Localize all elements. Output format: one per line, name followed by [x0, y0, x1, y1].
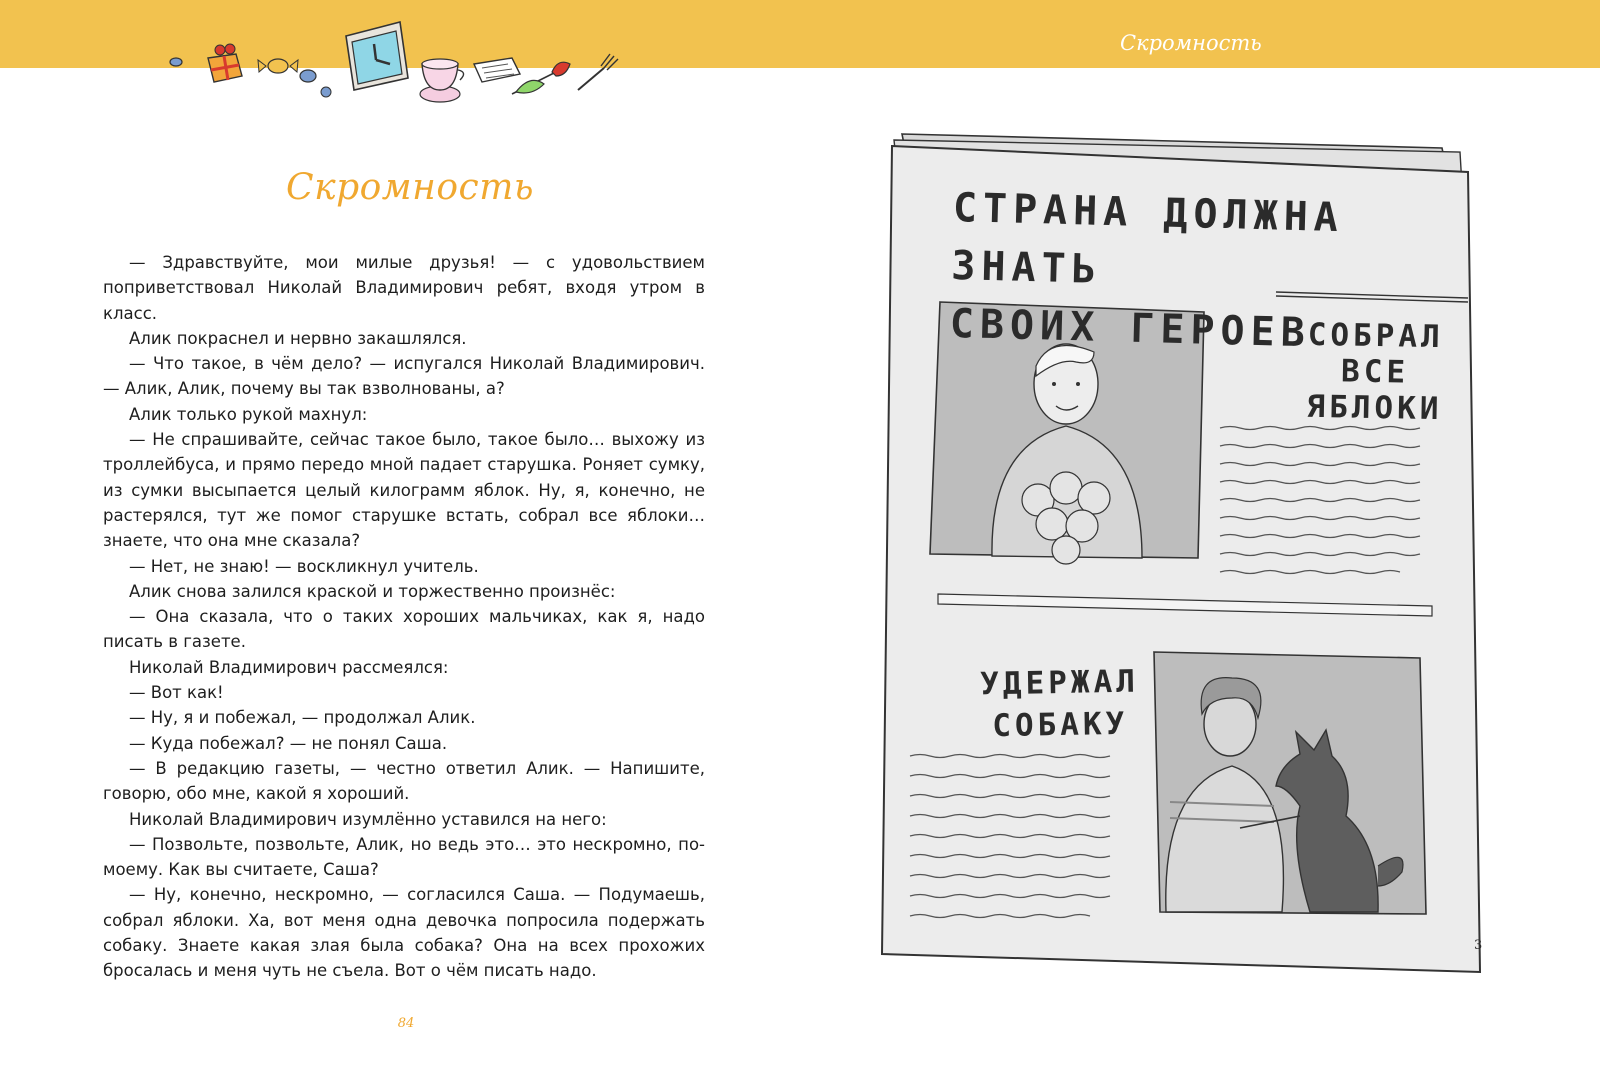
- newspaper-page-number: 3: [1474, 938, 1483, 953]
- paragraph: Николай Владимирович рассмеялся:: [129, 657, 449, 677]
- header-doodles: [160, 14, 640, 110]
- paragraph: — Вот как!: [129, 683, 224, 703]
- running-head: Скромность: [1120, 31, 1262, 55]
- paragraph: Николай Владимирович изумлённо уставился на него:: [129, 809, 607, 829]
- paragraph: — Ну, я и побежал, — продолжал Алик.: [129, 708, 476, 728]
- newspaper-headline: [949, 179, 1494, 357]
- paragraph: Алик снова залился краской и торжественно произнёс:: [129, 581, 616, 601]
- paragraph: — Что такое, в чём дело? — испугался Николай Владимирович. — Алик, Алик, почему вы так взволнованы, а?: [103, 354, 705, 399]
- coin-icon: [170, 58, 182, 66]
- book-icon: [474, 58, 520, 82]
- fork-icon: [578, 54, 618, 90]
- paragraph: — Куда побежал? — не понял Саша.: [129, 733, 448, 753]
- paragraph: — Позвольте, позвольте, Алик, но ведь это… это нескромно, по-моему. Как вы считаете, Саша?: [103, 834, 705, 880]
- clock-icon: [321, 22, 408, 97]
- page-number: 84: [397, 1016, 415, 1031]
- chapter-body: [103, 250, 705, 984]
- paragraph: — Не спрашивайте, сейчас такое было, такое было… выхожу из троллейбуса, и прямо передо мной падает старушка. Роняет сумку, из сумки высыпается целый килограмм яблок. Ну, я, конечно, не растерялся, тут же помог старушке встать, собрал все яблоки… знаете, что она мне сказала?: [103, 430, 705, 551]
- boy-with-dog-picture: [1154, 652, 1426, 914]
- paragraph: — Здравствуйте, мои милые друзья! — с удовольствием поприветствовал Николай Владимирович ребят, входя утром в класс.: [103, 253, 705, 323]
- paragraph: — Нет, не знаю! — воскликнул учитель.: [129, 556, 479, 576]
- candy-icon: [258, 59, 316, 82]
- gift-icon: [208, 44, 242, 82]
- headline-line-2: СВОИХ ГЕРОЕВ: [949, 300, 1312, 357]
- paragraph: Алик только рукой махнул:: [129, 404, 368, 424]
- paragraph: — Ну, конечно, нескромно, — согласился Саша. — Подумаешь, собрал яблоки. Ха, вот меня одна девочка попросила подержать собаку. Знаете какая злая была собака? Она на всех прохожих бросалась и меня чуть не съела. Вот о чём писать надо.: [103, 885, 705, 981]
- headline-line-1: СТРАНА ДОЛЖНА ЗНАТЬ: [950, 184, 1345, 293]
- tulip-icon: [512, 62, 570, 94]
- paragraph: Алик покраснел и нервно закашлялся.: [129, 328, 467, 348]
- article-2-title: УДЕРЖАЛ СОБАКУ: [979, 663, 1140, 745]
- paragraph: — В редакцию газеты, — честно ответил Алик. — Напишите, говорю, обо мне, какой я хороший.: [103, 758, 705, 804]
- chapter-title: Скромность: [286, 167, 534, 208]
- paragraph: — Она сказала, что о таких хороших мальчиках, как я, надо писать в газете.: [103, 607, 705, 652]
- article-1-title: СОБРАЛ ВСЕ ЯБЛОКИ: [1306, 316, 1445, 428]
- teacup-icon: [420, 59, 464, 102]
